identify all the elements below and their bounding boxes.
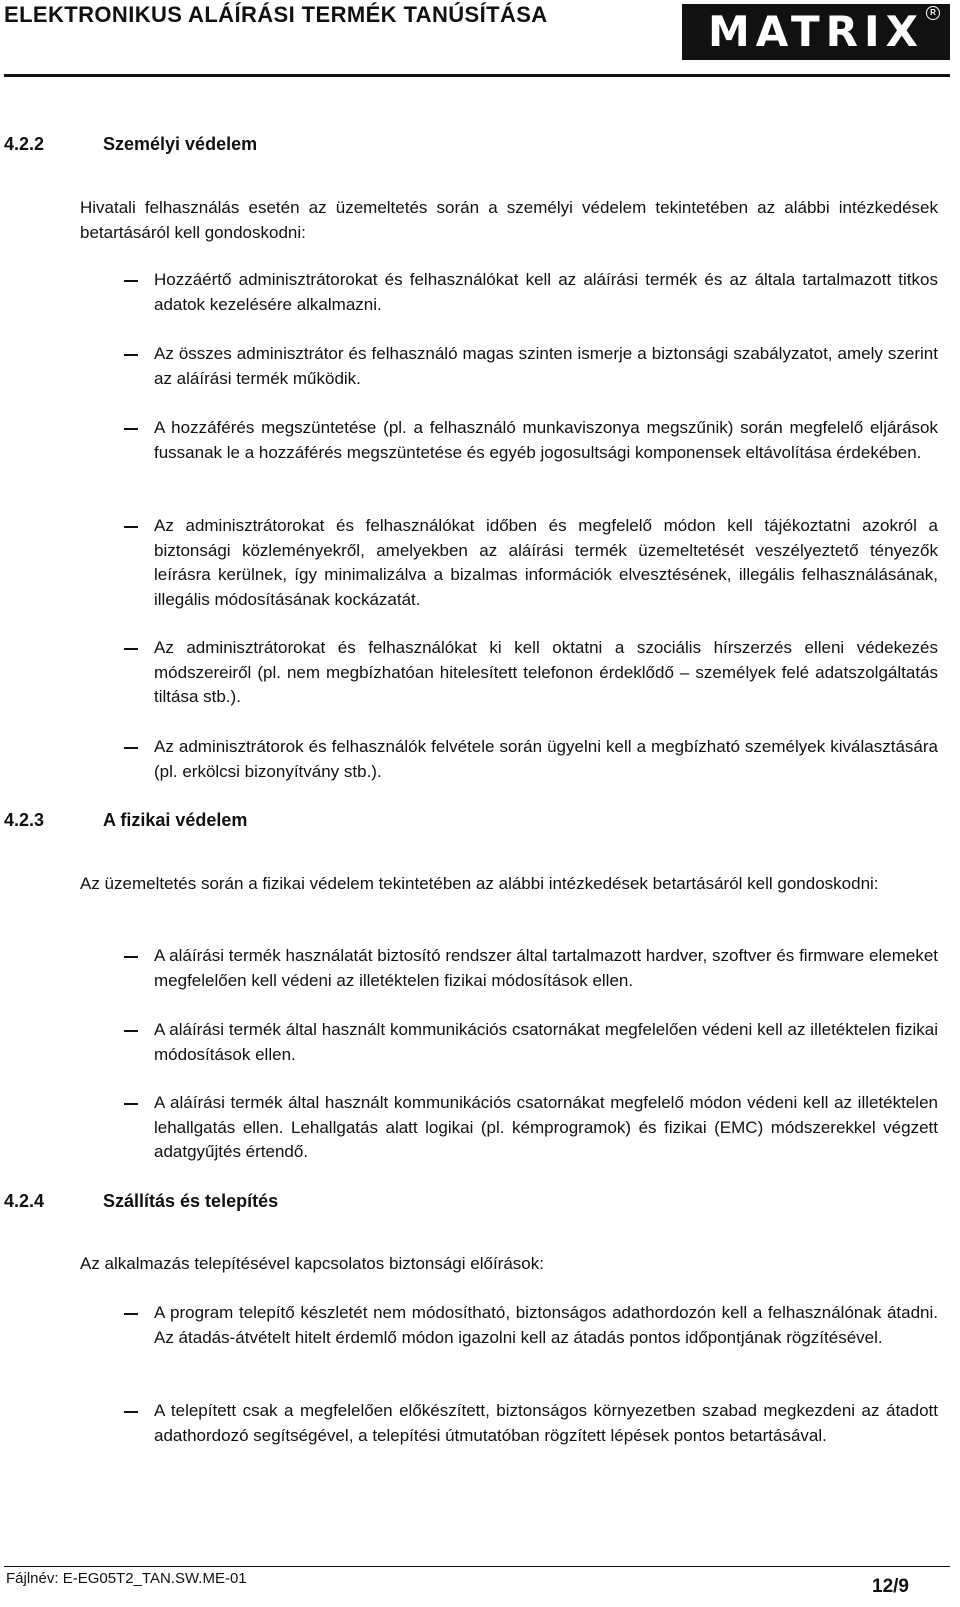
- list-item-text: A program telepítő készletét nem módosítható, biztonságos adathordozón kell a felhasználónak átadni. Az átadás-átvételt hitelt érdemlő módon igazolni kell az átadás pontos időpontjának rögzítésével.: [154, 1303, 938, 1347]
- dash-bullet-icon: [124, 1313, 138, 1315]
- matrix-logo: [682, 4, 950, 60]
- list-item-text: Az adminisztrátorok és felhasználók felvétele során ügyelni kell a megbízható személyek kiválasztására (pl. erkölcsi bizonyítvány stb.).: [154, 737, 938, 781]
- dash-bullet-icon: [124, 648, 138, 650]
- section-title: Szállítás és telepítés: [103, 1191, 279, 1211]
- header-divider: [4, 74, 950, 77]
- section-intro: Hivatali felhasználás esetén az üzemeltetés során a személyi védelem tekintetében az alábbi intézkedések betartásáról kell gondoskodni:: [80, 198, 938, 242]
- section-number: 4.2.2: [4, 134, 45, 154]
- list-item-text: A aláírási termék által használt kommunikációs csatornákat megfelelő módon védeni kell az illetéktelen lehallgatás ellen. Lehallgatás alatt logikai (pl. kémprogramok) és fizikai (EMC) módszerekkel végzett adatgyűjtés értendő.: [154, 1093, 938, 1161]
- section-title: Személyi védelem: [103, 134, 258, 154]
- dash-bullet-icon: [124, 1411, 138, 1413]
- dash-bullet-icon: [124, 1103, 138, 1105]
- registered-mark-icon: R: [926, 6, 940, 20]
- section-intro: Az alkalmazás telepítésével kapcsolatos biztonsági előírások:: [80, 1254, 544, 1273]
- list-item-text: A hozzáférés megszüntetése (pl. a felhasználó munkaviszonya megszűnik) során megfelelő eljárások fussanak le a hozzáférés megszüntetése és egyéb jogosultsági komponensek eltávolítása érdekében.: [154, 418, 938, 462]
- page-number: 12/9: [872, 1576, 909, 1597]
- list-item-text: Az adminisztrátorokat és felhasználókat ki kell oktatni a szociális hírszerzés elleni védekezés módszereiről (pl. nem megbízhatóan hitelesített telefonon érdeklődő – személyek felé adatszolgáltatás tiltása stb.).: [154, 638, 938, 706]
- list-item-text: Az adminisztrátorokat és felhasználókat időben és megfelelő módon kell tájékoztatni azokról a biztonsági közleményekről, amelyekben az aláírási termék üzemeltetését veszélyeztető tényezők leírásra kerülnek, így minimalizálva a bizalmas információk elvesztésének, illegális felhasználásának, illegális módosításának kockázatát.: [154, 516, 938, 609]
- footer-filename: Fájlnév: E-EG05T2_TAN.SW.ME-01: [6, 1570, 247, 1587]
- section-number: 4.2.3: [4, 810, 45, 830]
- dash-bullet-icon: [124, 526, 138, 528]
- list-item-text: A telepített csak a megfelelően előkészített, biztonságos környezetben szabad megkezdeni az átadott adathordozó segítségével, a telepítési útmutatóban rögzített lépések pontos betartásával.: [154, 1401, 938, 1445]
- dash-bullet-icon: [124, 1030, 138, 1032]
- document-title: ELEKTRONIKUS ALÁÍRÁSI TERMÉK TANÚSÍTÁSA: [4, 2, 548, 27]
- list-item-text: A aláírási termék által használt kommunikációs csatornákat megfelelően védeni kell az illetéktelen fizikai módosítások ellen.: [154, 1020, 938, 1064]
- dash-bullet-icon: [124, 354, 138, 356]
- footer-divider: [4, 1566, 950, 1567]
- section-number: 4.2.4: [4, 1191, 45, 1211]
- section-intro: Az üzemeltetés során a fizikai védelem tekintetében az alábbi intézkedések betartásáról kell gondoskodni:: [80, 874, 879, 893]
- list-item-text: Hozzáértő adminisztrátorokat és felhasználókat kell az aláírási termék és az általa tartalmazott titkos adatok kezelésére alkalmazni.: [154, 270, 938, 314]
- dash-bullet-icon: [124, 956, 138, 958]
- section-title: A fizikai védelem: [103, 810, 248, 830]
- list-item-text: A aláírási termék használatát biztosító rendszer által tartalmazott hardver, szoftver és firmware elemeket megfelelően kell védeni az illetéktelen fizikai módosítások ellen.: [154, 946, 938, 990]
- page-header: [0, 0, 960, 72]
- logo-wordmark: MATRIX: [707, 7, 925, 56]
- list-item-text: Az összes adminisztrátor és felhasználó magas szinten ismerje a biztonsági szabályzatot, amely szerint az aláírási termék működik.: [154, 344, 938, 388]
- dash-bullet-icon: [124, 428, 138, 430]
- dash-bullet-icon: [124, 747, 138, 749]
- dash-bullet-icon: [124, 280, 138, 282]
